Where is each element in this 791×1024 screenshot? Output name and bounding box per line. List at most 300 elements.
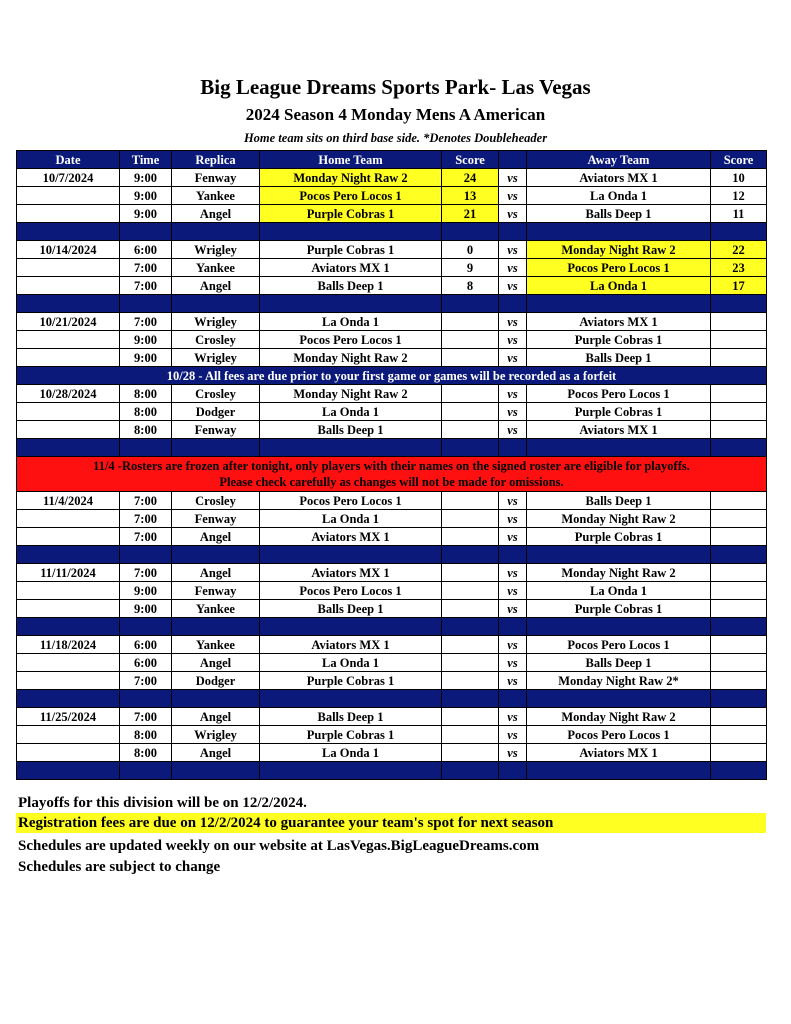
game-time: 7:00 (120, 510, 172, 528)
column-header (499, 151, 527, 169)
separator-cell (711, 295, 767, 313)
game-replica: Fenway (172, 582, 260, 600)
away-team: Purple Cobras 1 (527, 403, 711, 421)
separator-cell (120, 618, 172, 636)
away-score (711, 313, 767, 331)
away-team: Monday Night Raw 2 (527, 708, 711, 726)
away-team: Balls Deep 1 (527, 205, 711, 223)
away-team: Aviators MX 1 (527, 313, 711, 331)
game-replica: Wrigley (172, 241, 260, 259)
vs-label: vs (499, 421, 527, 439)
game-time: 7:00 (120, 564, 172, 582)
game-time: 8:00 (120, 726, 172, 744)
home-team: Aviators MX 1 (260, 564, 442, 582)
separator-cell (442, 223, 499, 241)
away-score (711, 421, 767, 439)
home-score: 9 (442, 259, 499, 277)
game-time: 7:00 (120, 672, 172, 690)
separator-cell (499, 546, 527, 564)
game-date (17, 744, 120, 762)
home-score (442, 636, 499, 654)
header-row (17, 151, 767, 169)
vs-label: vs (499, 708, 527, 726)
away-score (711, 385, 767, 403)
page-title: Big League Dreams Sports Park- Las Vegas (200, 75, 591, 99)
home-team: Monday Night Raw 2 (260, 349, 442, 367)
alert-row (17, 457, 767, 492)
home-team: Balls Deep 1 (260, 277, 442, 295)
separator-cell (17, 618, 120, 636)
game-replica: Fenway (172, 510, 260, 528)
separator-row (17, 295, 767, 313)
separator-cell (442, 762, 499, 780)
separator-cell (499, 690, 527, 708)
away-score: 22 (711, 241, 767, 259)
column-header: Replica (172, 151, 260, 169)
away-team: Balls Deep 1 (527, 349, 711, 367)
game-time: 9:00 (120, 187, 172, 205)
game-row (17, 636, 767, 654)
separator-cell (499, 618, 527, 636)
vs-label: vs (499, 187, 527, 205)
vs-label: vs (499, 726, 527, 744)
separator-cell (120, 762, 172, 780)
home-score: 13 (442, 187, 499, 205)
separator-cell (120, 295, 172, 313)
game-replica: Wrigley (172, 349, 260, 367)
separator-cell (527, 546, 711, 564)
vs-label: vs (499, 672, 527, 690)
separator-cell (172, 690, 260, 708)
separator-cell (442, 690, 499, 708)
home-team: Pocos Pero Locos 1 (260, 187, 442, 205)
away-team: Monday Night Raw 2* (527, 672, 711, 690)
page-subtitle: 2024 Season 4 Monday Mens A American (245, 105, 546, 124)
vs-label: vs (499, 654, 527, 672)
away-team: Pocos Pero Locos 1 (527, 636, 711, 654)
vs-label: vs (499, 241, 527, 259)
game-row (17, 187, 767, 205)
game-replica: Dodger (172, 403, 260, 421)
separator-row (17, 618, 767, 636)
separator-cell (499, 439, 527, 457)
separator-row (17, 439, 767, 457)
home-score (442, 421, 499, 439)
separator-cell (442, 546, 499, 564)
home-team: Aviators MX 1 (260, 636, 442, 654)
separator-cell (17, 690, 120, 708)
game-time: 6:00 (120, 654, 172, 672)
game-time: 8:00 (120, 421, 172, 439)
away-team: Purple Cobras 1 (527, 331, 711, 349)
schedule-table (16, 150, 767, 780)
home-score (442, 600, 499, 618)
game-time: 7:00 (120, 277, 172, 295)
game-date: 11/18/2024 (17, 636, 120, 654)
game-replica: Crosley (172, 385, 260, 403)
away-score (711, 510, 767, 528)
separator-cell (260, 546, 442, 564)
home-score (442, 708, 499, 726)
home-score (442, 582, 499, 600)
column-header: Time (120, 151, 172, 169)
game-row (17, 654, 767, 672)
away-team: Aviators MX 1 (527, 744, 711, 762)
away-team: La Onda 1 (527, 187, 711, 205)
game-row (17, 528, 767, 546)
separator-cell (172, 439, 260, 457)
game-replica: Angel (172, 277, 260, 295)
separator-cell (17, 295, 120, 313)
home-score (442, 744, 499, 762)
home-team: La Onda 1 (260, 510, 442, 528)
game-replica: Angel (172, 744, 260, 762)
game-replica: Fenway (172, 421, 260, 439)
separator-cell (499, 223, 527, 241)
game-replica: Crosley (172, 492, 260, 510)
vs-label: vs (499, 636, 527, 654)
column-header: Home Team (260, 151, 442, 169)
vs-label: vs (499, 403, 527, 421)
game-date (17, 654, 120, 672)
away-team: Balls Deep 1 (527, 654, 711, 672)
separator-cell (120, 439, 172, 457)
game-row (17, 313, 767, 331)
separator-cell (711, 223, 767, 241)
separator-cell (711, 439, 767, 457)
home-team: Pocos Pero Locos 1 (260, 492, 442, 510)
separator-row (17, 762, 767, 780)
game-date (17, 403, 120, 421)
home-team: Monday Night Raw 2 (260, 169, 442, 187)
home-score (442, 672, 499, 690)
away-score (711, 636, 767, 654)
home-team: Aviators MX 1 (260, 259, 442, 277)
away-team: Aviators MX 1 (527, 169, 711, 187)
game-row (17, 744, 767, 762)
away-score (711, 492, 767, 510)
game-replica: Angel (172, 205, 260, 223)
separator-cell (499, 762, 527, 780)
home-team: La Onda 1 (260, 654, 442, 672)
home-score (442, 403, 499, 421)
game-date (17, 510, 120, 528)
game-date (17, 187, 120, 205)
game-row (17, 421, 767, 439)
away-score: 17 (711, 277, 767, 295)
column-header: Away Team (527, 151, 711, 169)
game-date: 10/7/2024 (17, 169, 120, 187)
vs-label: vs (499, 510, 527, 528)
home-team: La Onda 1 (260, 403, 442, 421)
vs-label: vs (499, 259, 527, 277)
away-team: Aviators MX 1 (527, 421, 711, 439)
separator-cell (527, 295, 711, 313)
game-time: 9:00 (120, 349, 172, 367)
game-row (17, 259, 767, 277)
vs-label: vs (499, 205, 527, 223)
home-score (442, 726, 499, 744)
game-row (17, 331, 767, 349)
vs-label: vs (499, 564, 527, 582)
home-score (442, 528, 499, 546)
separator-cell (711, 762, 767, 780)
away-team: Pocos Pero Locos 1 (527, 385, 711, 403)
game-row (17, 726, 767, 744)
vs-label: vs (499, 385, 527, 403)
separator-cell (260, 223, 442, 241)
home-score (442, 492, 499, 510)
away-score: 12 (711, 187, 767, 205)
away-score (711, 600, 767, 618)
vs-label: vs (499, 331, 527, 349)
game-replica: Yankee (172, 600, 260, 618)
away-score: 11 (711, 205, 767, 223)
separator-cell (527, 439, 711, 457)
away-score: 23 (711, 259, 767, 277)
game-replica: Angel (172, 708, 260, 726)
away-team: La Onda 1 (527, 582, 711, 600)
notice-row (17, 367, 767, 385)
game-date (17, 672, 120, 690)
game-row (17, 277, 767, 295)
away-score (711, 672, 767, 690)
away-score (711, 582, 767, 600)
game-time: 7:00 (120, 528, 172, 546)
game-date: 11/25/2024 (17, 708, 120, 726)
away-score (711, 654, 767, 672)
game-time: 7:00 (120, 313, 172, 331)
away-team: Pocos Pero Locos 1 (527, 259, 711, 277)
away-team: Monday Night Raw 2 (527, 510, 711, 528)
game-time: 7:00 (120, 492, 172, 510)
game-replica: Angel (172, 654, 260, 672)
game-replica: Angel (172, 564, 260, 582)
game-time: 6:00 (120, 241, 172, 259)
game-row (17, 510, 767, 528)
game-replica: Fenway (172, 169, 260, 187)
game-date (17, 259, 120, 277)
away-score (711, 403, 767, 421)
game-time: 7:00 (120, 708, 172, 726)
game-date (17, 726, 120, 744)
home-team: Purple Cobras 1 (260, 726, 442, 744)
separator-cell (711, 618, 767, 636)
website-note: Schedules are updated weekly on our website at LasVegas.BigLeagueDreams.com (18, 838, 540, 854)
separator-cell (711, 690, 767, 708)
game-replica: Angel (172, 528, 260, 546)
vs-label: vs (499, 744, 527, 762)
game-date (17, 331, 120, 349)
game-date (17, 205, 120, 223)
column-header: Date (17, 151, 120, 169)
home-team: Pocos Pero Locos 1 (260, 331, 442, 349)
schedule-header (17, 151, 767, 169)
home-score (442, 331, 499, 349)
away-score (711, 708, 767, 726)
registration-note: Registration fees are due on 12/2/2024 to guarantee your team's spot for next season (16, 813, 766, 833)
home-score (442, 564, 499, 582)
away-team: La Onda 1 (527, 277, 711, 295)
game-row (17, 385, 767, 403)
home-team: Purple Cobras 1 (260, 672, 442, 690)
separator-cell (260, 295, 442, 313)
home-score (442, 385, 499, 403)
separator-row (17, 690, 767, 708)
game-replica: Wrigley (172, 726, 260, 744)
separator-cell (527, 618, 711, 636)
game-row (17, 205, 767, 223)
vs-label: vs (499, 349, 527, 367)
game-row (17, 492, 767, 510)
alert-line-1: 11/4 -Rosters are frozen after tonight, only players with their names on the signed roster are eligible for playoffs. (93, 459, 690, 473)
game-replica: Yankee (172, 636, 260, 654)
away-team: Monday Night Raw 2 (527, 241, 711, 259)
home-team: Balls Deep 1 (260, 708, 442, 726)
separator-cell (527, 690, 711, 708)
home-team: Purple Cobras 1 (260, 205, 442, 223)
game-time: 9:00 (120, 582, 172, 600)
game-date (17, 582, 120, 600)
game-row (17, 582, 767, 600)
game-date: 10/28/2024 (17, 385, 120, 403)
game-date: 11/4/2024 (17, 492, 120, 510)
game-row (17, 708, 767, 726)
separator-cell (17, 546, 120, 564)
away-score (711, 349, 767, 367)
home-team: Balls Deep 1 (260, 421, 442, 439)
playoffs-note: Playoffs for this division will be on 12/2/2024. (18, 795, 307, 811)
alert-cell (17, 457, 767, 492)
header-note: Home team sits on third base side. *Denotes Doubleheader (243, 131, 548, 145)
separator-cell (711, 546, 767, 564)
home-team: La Onda 1 (260, 313, 442, 331)
separator-cell (172, 295, 260, 313)
separator-cell (17, 223, 120, 241)
separator-cell (442, 295, 499, 313)
game-date (17, 349, 120, 367)
home-score (442, 313, 499, 331)
game-row (17, 403, 767, 421)
game-time: 9:00 (120, 169, 172, 187)
home-team: Purple Cobras 1 (260, 241, 442, 259)
separator-row (17, 223, 767, 241)
schedule-body (17, 169, 767, 780)
game-time: 9:00 (120, 205, 172, 223)
away-team: Monday Night Raw 2 (527, 564, 711, 582)
game-date (17, 600, 120, 618)
game-row (17, 600, 767, 618)
home-score (442, 654, 499, 672)
separator-cell (172, 546, 260, 564)
separator-cell (172, 618, 260, 636)
change-note: Schedules are subject to change (18, 859, 221, 875)
home-team: Balls Deep 1 (260, 600, 442, 618)
separator-cell (120, 546, 172, 564)
separator-cell (442, 618, 499, 636)
separator-cell (172, 762, 260, 780)
away-score (711, 331, 767, 349)
game-replica: Dodger (172, 672, 260, 690)
vs-label: vs (499, 582, 527, 600)
home-score: 24 (442, 169, 499, 187)
game-date: 10/14/2024 (17, 241, 120, 259)
separator-cell (260, 762, 442, 780)
game-time: 6:00 (120, 636, 172, 654)
separator-cell (17, 762, 120, 780)
game-row (17, 349, 767, 367)
column-header: Score (442, 151, 499, 169)
vs-label: vs (499, 528, 527, 546)
vs-label: vs (499, 600, 527, 618)
notice-text: 10/28 - All fees are due prior to your first game or games will be recorded as a forfeit (17, 367, 767, 385)
away-score (711, 528, 767, 546)
separator-cell (527, 762, 711, 780)
game-time: 8:00 (120, 403, 172, 421)
home-score: 8 (442, 277, 499, 295)
game-replica: Wrigley (172, 313, 260, 331)
vs-label: vs (499, 492, 527, 510)
separator-cell (260, 690, 442, 708)
game-row (17, 672, 767, 690)
game-date: 11/11/2024 (17, 564, 120, 582)
game-replica: Crosley (172, 331, 260, 349)
home-team: Pocos Pero Locos 1 (260, 582, 442, 600)
home-team: La Onda 1 (260, 744, 442, 762)
separator-cell (172, 223, 260, 241)
separator-cell (120, 690, 172, 708)
game-time: 8:00 (120, 744, 172, 762)
away-score (711, 726, 767, 744)
alert-line-2: Please check carefully as changes will not be made for omissions. (219, 475, 564, 489)
game-date (17, 277, 120, 295)
away-team: Balls Deep 1 (527, 492, 711, 510)
game-date: 10/21/2024 (17, 313, 120, 331)
away-score: 10 (711, 169, 767, 187)
separator-cell (260, 618, 442, 636)
game-time: 9:00 (120, 331, 172, 349)
home-score (442, 349, 499, 367)
game-replica: Yankee (172, 259, 260, 277)
game-row (17, 564, 767, 582)
home-score (442, 510, 499, 528)
game-replica: Yankee (172, 187, 260, 205)
game-row (17, 241, 767, 259)
column-header: Score (711, 151, 767, 169)
vs-label: vs (499, 169, 527, 187)
separator-cell (17, 439, 120, 457)
away-team: Purple Cobras 1 (527, 600, 711, 618)
away-score (711, 744, 767, 762)
vs-label: vs (499, 313, 527, 331)
separator-cell (499, 295, 527, 313)
away-team: Pocos Pero Locos 1 (527, 726, 711, 744)
game-date (17, 421, 120, 439)
separator-cell (120, 223, 172, 241)
separator-cell (442, 439, 499, 457)
game-time: 9:00 (120, 600, 172, 618)
separator-row (17, 546, 767, 564)
game-time: 7:00 (120, 259, 172, 277)
home-team: Monday Night Raw 2 (260, 385, 442, 403)
game-row (17, 169, 767, 187)
home-score: 21 (442, 205, 499, 223)
away-team: Purple Cobras 1 (527, 528, 711, 546)
home-score: 0 (442, 241, 499, 259)
game-time: 8:00 (120, 385, 172, 403)
vs-label: vs (499, 277, 527, 295)
game-date (17, 528, 120, 546)
